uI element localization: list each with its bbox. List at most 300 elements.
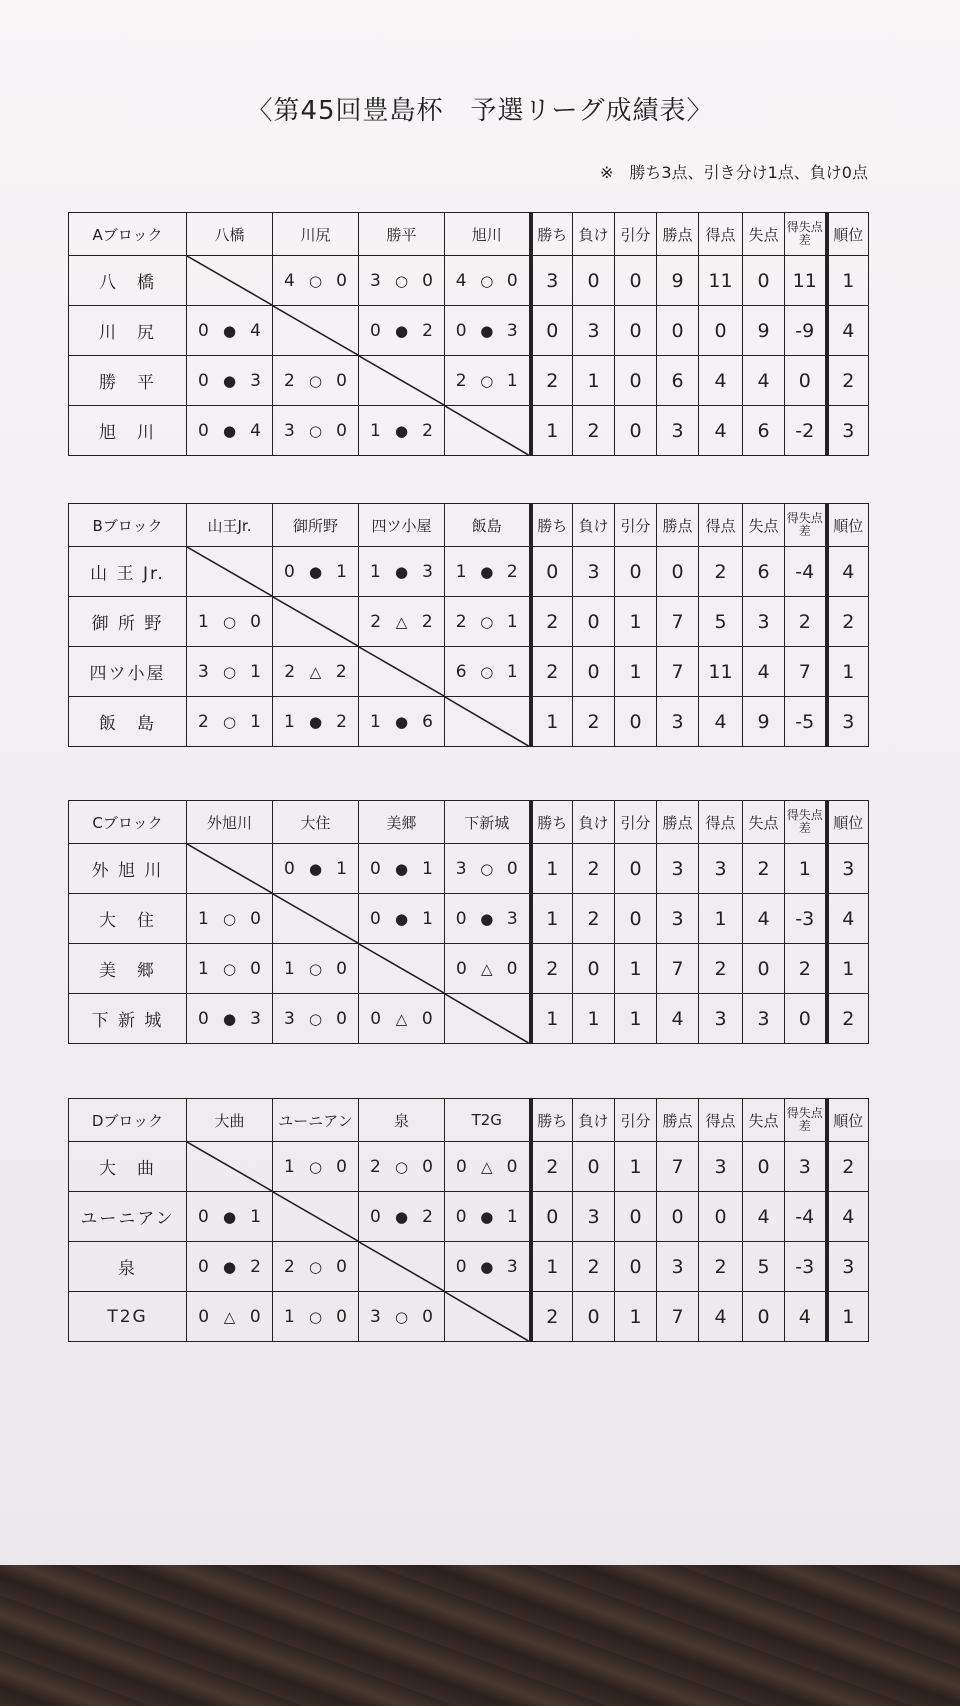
- match-score: [187, 356, 272, 405]
- team-row-label: 大 曲: [69, 1142, 187, 1192]
- block-name: Cブロック: [69, 801, 187, 844]
- stat-cell: 1: [827, 944, 869, 994]
- result-mark: ●: [222, 1207, 237, 1226]
- stat-cell: 2: [531, 1292, 573, 1342]
- team-column-header: 泉: [359, 1099, 445, 1142]
- stat-cell: 2: [573, 697, 615, 747]
- result-mark: ○: [222, 662, 237, 681]
- goals-for: 1: [198, 958, 209, 979]
- diagonal-cell: [359, 356, 445, 406]
- stat-cell: 4: [785, 1292, 827, 1342]
- diagonal-cell: [273, 894, 359, 944]
- match-result-cell: [187, 647, 273, 697]
- stat-column-header: 得失点差: [785, 504, 827, 547]
- match-result-cell: [359, 1142, 445, 1192]
- match-score: [445, 306, 529, 355]
- stat-cell: 0: [615, 356, 657, 406]
- stat-column-header: 引分: [615, 213, 657, 256]
- result-mark: ●: [394, 562, 409, 581]
- stat-cell: 3: [743, 994, 785, 1044]
- match-score: [445, 844, 529, 893]
- match-score: [187, 1292, 272, 1341]
- team-column-header: 飯島: [445, 504, 531, 547]
- result-mark: ○: [480, 371, 494, 390]
- diagonal-cell: [187, 844, 273, 894]
- stat-cell: 4: [699, 356, 743, 406]
- match-score: [445, 256, 529, 305]
- goals-for: 1: [284, 1156, 295, 1177]
- goals-for: 0: [455, 320, 467, 341]
- result-mark: ●: [308, 712, 323, 731]
- team-row-label: 旭 川: [69, 406, 187, 456]
- result-mark: ○: [222, 712, 237, 731]
- stat-column-header: 順位: [827, 504, 869, 547]
- goals-for: 4: [284, 270, 295, 291]
- stat-cell: 3: [743, 597, 785, 647]
- result-mark: ○: [308, 959, 323, 978]
- goals-against: 0: [422, 270, 433, 291]
- stat-cell: 4: [827, 306, 869, 356]
- stat-column-header: 勝点: [657, 213, 699, 256]
- stat-cell: 3: [827, 1242, 869, 1292]
- stat-cell: 1: [699, 894, 743, 944]
- table-row: [69, 597, 869, 647]
- goals-for: 0: [455, 908, 467, 929]
- goals-against: 0: [336, 370, 347, 391]
- table-row: [69, 1142, 869, 1192]
- stat-cell: 6: [743, 547, 785, 597]
- stat-cell: 0: [573, 256, 615, 306]
- goals-against: 2: [336, 711, 347, 732]
- goals-for: 0: [370, 1008, 382, 1029]
- match-score: [187, 306, 272, 355]
- match-score: [359, 256, 444, 305]
- stat-column-header: 引分: [615, 504, 657, 547]
- match-result-cell: [445, 1192, 531, 1242]
- team-row-label: 八 橋: [69, 256, 187, 306]
- stat-cell: 1: [531, 406, 573, 456]
- goals-against: 0: [336, 958, 347, 979]
- stat-cell: 3: [699, 1142, 743, 1192]
- stat-column-header: 負け: [573, 801, 615, 844]
- goals-for: 0: [456, 958, 467, 979]
- team-row-label: 御 所 野: [69, 597, 187, 647]
- diagonal-line: [273, 306, 358, 355]
- stat-cell: 2: [531, 944, 573, 994]
- match-result-cell: [187, 1192, 273, 1242]
- team-row-label: T2G: [69, 1292, 187, 1342]
- goals-for: 0: [456, 1156, 467, 1177]
- match-result-cell: [359, 597, 445, 647]
- stat-cell: 2: [531, 597, 573, 647]
- table-row: [69, 1242, 869, 1292]
- result-mark: ○: [308, 1257, 323, 1276]
- team-column-header: 勝平: [359, 213, 445, 256]
- stat-cell: 9: [743, 697, 785, 747]
- match-score: [359, 894, 444, 943]
- stat-cell: 7: [657, 1292, 699, 1342]
- stat-cell: 3: [573, 547, 615, 597]
- stat-column-header: 勝点: [657, 504, 699, 547]
- stat-cell: 0: [531, 306, 573, 356]
- match-result-cell: [187, 597, 273, 647]
- goals-against: 2: [250, 1256, 261, 1277]
- match-result-cell: [359, 1192, 445, 1242]
- match-result-cell: [445, 1142, 531, 1192]
- stat-cell: -5: [785, 697, 827, 747]
- result-mark: △: [309, 662, 322, 681]
- diagonal-cell: [359, 944, 445, 994]
- match-score: [359, 406, 444, 455]
- stat-column-header: 得点: [699, 1099, 743, 1142]
- diagonal-line: [359, 1242, 444, 1291]
- stat-cell: 2: [785, 944, 827, 994]
- goals-for: 4: [455, 270, 467, 291]
- goals-for: 0: [284, 858, 295, 879]
- goals-for: 1: [198, 908, 209, 929]
- stat-cell: 0: [573, 944, 615, 994]
- stat-column-header: 順位: [827, 1099, 869, 1142]
- match-result-cell: [445, 844, 531, 894]
- stat-cell: 3: [785, 1142, 827, 1192]
- match-result-cell: [187, 994, 273, 1044]
- stat-cell: 6: [657, 356, 699, 406]
- stat-column-header: 失点: [743, 504, 785, 547]
- goals-for: 1: [284, 711, 295, 732]
- result-mark: ●: [480, 1257, 494, 1276]
- stat-column-header: 得点: [699, 213, 743, 256]
- goals-for: 1: [284, 1306, 295, 1327]
- team-row-label: 美 郷: [69, 944, 187, 994]
- result-mark: ○: [308, 1009, 323, 1028]
- team-row-label: 大 住: [69, 894, 187, 944]
- match-score: [187, 1242, 272, 1291]
- result-mark: ○: [222, 612, 237, 631]
- match-result-cell: [187, 1242, 273, 1292]
- result-mark: ○: [480, 271, 494, 290]
- goals-for: 2: [455, 370, 467, 391]
- block-name: Dブロック: [69, 1099, 187, 1142]
- stat-cell: 3: [827, 697, 869, 747]
- stat-cell: 1: [531, 844, 573, 894]
- table-row: [69, 356, 869, 406]
- stat-cell: 4: [827, 894, 869, 944]
- match-result-cell: [445, 894, 531, 944]
- team-row-label: 四ツ小屋: [69, 647, 187, 697]
- diagonal-cell: [359, 647, 445, 697]
- team-column-header: 下新城: [445, 801, 531, 844]
- match-result-cell: [445, 597, 531, 647]
- result-mark: ○: [308, 371, 323, 390]
- goals-against: 0: [506, 858, 518, 879]
- match-score: [359, 697, 444, 746]
- match-result-cell: [187, 944, 273, 994]
- goals-against: 0: [506, 1156, 518, 1177]
- result-mark: ●: [222, 321, 237, 340]
- goals-against: 1: [336, 858, 347, 879]
- diagonal-line: [187, 547, 272, 596]
- diagonal-line: [445, 406, 529, 455]
- team-row-label: ユーニアン: [69, 1192, 187, 1242]
- match-score: [359, 994, 444, 1043]
- stat-cell: 4: [743, 894, 785, 944]
- match-result-cell: [273, 356, 359, 406]
- match-score: [187, 894, 272, 943]
- stat-cell: 7: [657, 944, 699, 994]
- goals-against: 0: [336, 1256, 347, 1277]
- goals-against: 0: [422, 1306, 433, 1327]
- stat-column-header: 引分: [615, 1099, 657, 1142]
- stat-cell: 3: [657, 697, 699, 747]
- match-score: [359, 547, 444, 596]
- stat-cell: 5: [699, 597, 743, 647]
- stat-cell: 0: [615, 256, 657, 306]
- goals-for: 0: [198, 1008, 209, 1029]
- match-score: [187, 944, 272, 993]
- stat-cell: 2: [827, 1142, 869, 1192]
- stat-cell: 0: [785, 994, 827, 1044]
- stat-cell: 0: [699, 306, 743, 356]
- match-score: [187, 1192, 272, 1241]
- stat-cell: 2: [699, 1242, 743, 1292]
- goals-for: 0: [455, 1206, 467, 1227]
- goals-for: 1: [370, 561, 381, 582]
- match-score: [445, 647, 529, 696]
- result-mark: △: [395, 612, 408, 631]
- match-score: [273, 1242, 358, 1291]
- stat-column-header: 失点: [743, 213, 785, 256]
- block-table-3: [68, 800, 869, 1044]
- team-row-label: 勝 平: [69, 356, 187, 406]
- stat-cell: 1: [615, 994, 657, 1044]
- stat-column-header: 負け: [573, 504, 615, 547]
- goals-against: 1: [422, 908, 433, 929]
- goals-for: 3: [370, 270, 381, 291]
- team-column-header: T2G: [445, 1099, 531, 1142]
- stat-cell: 3: [699, 844, 743, 894]
- goals-against: 1: [422, 858, 433, 879]
- goals-for: 2: [455, 611, 467, 632]
- result-mark: ●: [394, 712, 409, 731]
- table-row: [69, 306, 869, 356]
- stat-cell: 4: [827, 1192, 869, 1242]
- match-result-cell: [445, 356, 531, 406]
- goals-against: 1: [250, 661, 261, 682]
- result-mark: ○: [480, 612, 494, 631]
- table-row: [69, 256, 869, 306]
- result-mark: ○: [394, 1157, 409, 1176]
- goals-against: 3: [422, 561, 433, 582]
- match-result-cell: [273, 1242, 359, 1292]
- diagonal-line: [187, 844, 272, 893]
- page-title: 〈第45回豊島杯 予選リーグ成績表〉: [246, 96, 714, 126]
- match-result-cell: [359, 547, 445, 597]
- stat-cell: 4: [699, 1292, 743, 1342]
- stat-cell: 2: [573, 894, 615, 944]
- table-row: [69, 547, 869, 597]
- table-row: [69, 1192, 869, 1242]
- stat-cell: 7: [657, 597, 699, 647]
- result-mark: ○: [308, 271, 323, 290]
- team-column-header: 山王Jr.: [187, 504, 273, 547]
- team-column-header: 外旭川: [187, 801, 273, 844]
- stat-cell: 2: [699, 944, 743, 994]
- stat-cell: 2: [827, 356, 869, 406]
- goals-against: 3: [506, 1256, 518, 1277]
- match-score: [187, 647, 272, 696]
- stat-cell: 0: [743, 1292, 785, 1342]
- stat-cell: 7: [657, 647, 699, 697]
- stat-cell: 3: [699, 994, 743, 1044]
- match-score: [273, 406, 358, 455]
- goals-against: 4: [250, 320, 261, 341]
- stat-cell: 9: [743, 306, 785, 356]
- match-result-cell: [359, 1292, 445, 1342]
- block-table-1: [68, 212, 869, 456]
- goals-against: 1: [336, 561, 347, 582]
- result-mark: △: [480, 959, 493, 978]
- match-result-cell: [359, 894, 445, 944]
- stat-cell: 1: [615, 1292, 657, 1342]
- stat-cell: 2: [531, 647, 573, 697]
- goals-against: 0: [336, 1156, 347, 1177]
- goals-for: 1: [284, 958, 295, 979]
- stat-cell: 0: [657, 306, 699, 356]
- match-result-cell: [359, 306, 445, 356]
- result-mark: △: [480, 1157, 493, 1176]
- match-result-cell: [359, 994, 445, 1044]
- stat-column-header: 得失点差: [785, 1099, 827, 1142]
- goals-for: 1: [370, 420, 381, 441]
- table-row: [69, 944, 869, 994]
- goals-against: 6: [422, 711, 433, 732]
- goals-for: 3: [198, 661, 209, 682]
- table-row: [69, 1292, 869, 1342]
- goals-for: 3: [370, 1306, 381, 1327]
- team-column-header: 御所野: [273, 504, 359, 547]
- result-mark: ●: [222, 421, 237, 440]
- stat-cell: 1: [615, 944, 657, 994]
- diagonal-line: [445, 697, 529, 746]
- stat-cell: 1: [531, 894, 573, 944]
- stat-column-header: 失点: [743, 801, 785, 844]
- stat-cell: 4: [827, 547, 869, 597]
- stat-cell: 0: [615, 844, 657, 894]
- goals-against: 3: [506, 320, 518, 341]
- stat-column-header: 負け: [573, 1099, 615, 1142]
- stat-column-header: 勝点: [657, 1099, 699, 1142]
- stat-cell: 0: [573, 1292, 615, 1342]
- goals-against: 2: [421, 611, 433, 632]
- stat-column-header: 得失点差: [785, 213, 827, 256]
- match-result-cell: [359, 406, 445, 456]
- table-row: [69, 406, 869, 456]
- diagonal-cell: [445, 697, 531, 747]
- stat-cell: 1: [573, 994, 615, 1044]
- stat-column-header: 得失点差: [785, 801, 827, 844]
- team-column-header: 大住: [273, 801, 359, 844]
- team-column-header: 八橋: [187, 213, 273, 256]
- goals-for: 0: [198, 420, 209, 441]
- result-mark: ●: [308, 562, 323, 581]
- stat-cell: 1: [615, 1142, 657, 1192]
- goals-against: 3: [250, 1008, 261, 1029]
- team-column-header: 美郷: [359, 801, 445, 844]
- goals-for: 0: [198, 1306, 210, 1327]
- result-mark: ●: [222, 1257, 237, 1276]
- stat-column-header: 得点: [699, 504, 743, 547]
- goals-for: 0: [198, 320, 209, 341]
- match-result-cell: [273, 944, 359, 994]
- match-score: [445, 597, 529, 646]
- result-mark: ○: [308, 1157, 323, 1176]
- team-column-header: ユーニアン: [273, 1099, 359, 1142]
- stat-cell: 0: [615, 547, 657, 597]
- stat-cell: 5: [743, 1242, 785, 1292]
- result-mark: ●: [394, 1207, 409, 1226]
- match-result-cell: [187, 406, 273, 456]
- diagonal-cell: [445, 406, 531, 456]
- match-score: [359, 1142, 444, 1191]
- diagonal-cell: [273, 597, 359, 647]
- stat-cell: 1: [827, 256, 869, 306]
- stat-cell: 9: [657, 256, 699, 306]
- stat-cell: 0: [615, 406, 657, 456]
- match-result-cell: [359, 697, 445, 747]
- goals-against: 3: [250, 370, 261, 391]
- match-result-cell: [187, 894, 273, 944]
- result-mark: ○: [394, 271, 409, 290]
- table-row: [69, 994, 869, 1044]
- goals-against: 1: [506, 1206, 518, 1227]
- goals-against: 1: [506, 370, 518, 391]
- goals-for: 2: [370, 611, 382, 632]
- stat-cell: -9: [785, 306, 827, 356]
- diagonal-cell: [445, 1292, 531, 1342]
- match-result-cell: [445, 256, 531, 306]
- stat-cell: 0: [531, 1192, 573, 1242]
- match-result-cell: [187, 697, 273, 747]
- result-mark: △: [223, 1307, 236, 1326]
- match-result-cell: [187, 1292, 273, 1342]
- stat-cell: 3: [827, 406, 869, 456]
- stat-cell: -4: [785, 547, 827, 597]
- stat-cell: 0: [615, 697, 657, 747]
- stat-cell: 0: [699, 1192, 743, 1242]
- result-mark: ●: [480, 909, 494, 928]
- goals-against: 0: [250, 908, 261, 929]
- match-result-cell: [445, 306, 531, 356]
- stat-column-header: 負け: [573, 213, 615, 256]
- stat-cell: 2: [573, 406, 615, 456]
- match-score: [359, 597, 444, 646]
- team-row-label: 外 旭 川: [69, 844, 187, 894]
- goals-for: 0: [198, 1256, 209, 1277]
- goals-against: 0: [422, 1156, 433, 1177]
- table-row: [69, 697, 869, 747]
- match-score: [445, 944, 529, 993]
- stat-column-header: 失点: [743, 1099, 785, 1142]
- stat-cell: 0: [531, 547, 573, 597]
- goals-against: 0: [336, 1008, 347, 1029]
- result-mark: △: [395, 1009, 408, 1028]
- diagonal-line: [445, 994, 529, 1043]
- stat-cell: 1: [827, 1292, 869, 1342]
- goals-against: 4: [250, 420, 261, 441]
- stat-cell: 3: [531, 256, 573, 306]
- table-row: [69, 844, 869, 894]
- result-mark: ●: [222, 371, 237, 390]
